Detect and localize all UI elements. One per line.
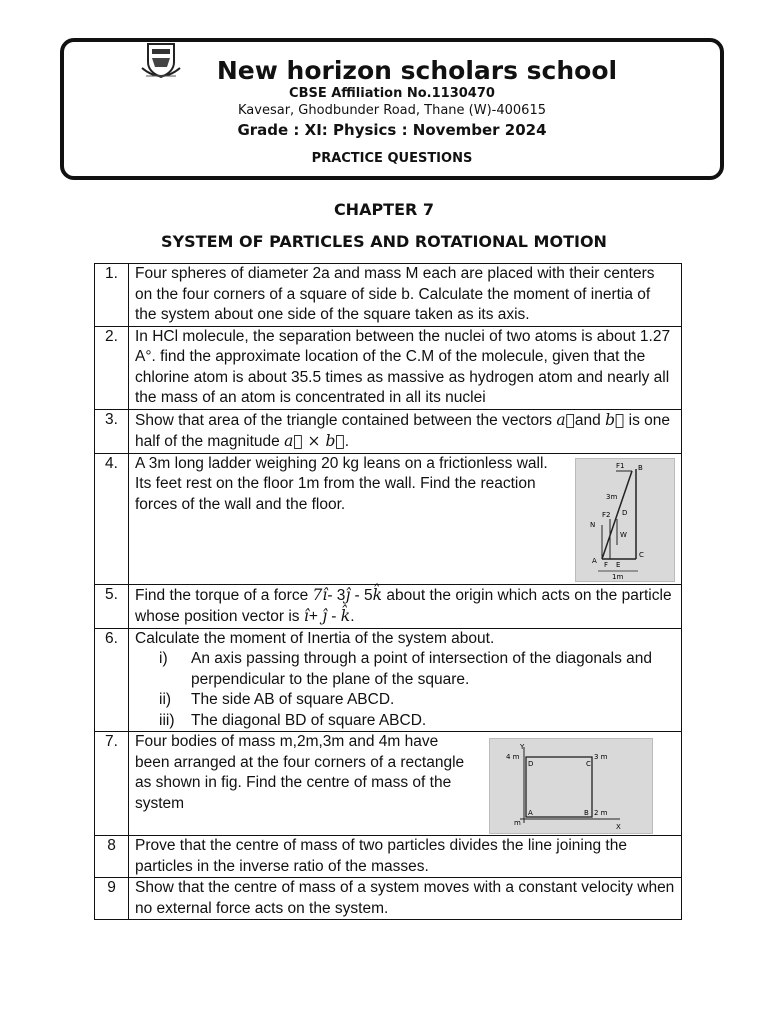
fig-label: B bbox=[638, 463, 643, 472]
question-number: 9 bbox=[95, 878, 129, 920]
text-part: - bbox=[327, 608, 341, 625]
fig-label: Y bbox=[520, 743, 525, 751]
fig-label: D bbox=[622, 508, 628, 517]
question-row bbox=[95, 326, 682, 409]
ladder-figure bbox=[575, 458, 675, 582]
sub-item bbox=[135, 649, 675, 690]
question-text bbox=[129, 584, 682, 628]
fig-label: A bbox=[592, 556, 597, 565]
question-row bbox=[95, 264, 682, 327]
text-part: Show that area of the triangle contained between the vectors bbox=[135, 411, 557, 429]
fig-label: X bbox=[616, 823, 621, 831]
text-part: + bbox=[308, 608, 323, 625]
sub-item-number: iii) bbox=[159, 711, 175, 729]
unit-vector-k: k̂ bbox=[340, 607, 351, 625]
fig-label: 4 m bbox=[506, 753, 520, 761]
fig-label: F1 bbox=[616, 461, 625, 470]
vector-cross: a⃗ × b⃗ bbox=[284, 432, 345, 450]
question-number: 6. bbox=[95, 628, 129, 732]
fig-label: N bbox=[590, 520, 596, 529]
question-row bbox=[95, 878, 682, 920]
fig-label: E bbox=[616, 560, 621, 569]
force-coefficient: - 5 bbox=[350, 586, 373, 604]
sub-item-number: ii) bbox=[159, 691, 172, 708]
unit-vector-i: î bbox=[303, 607, 309, 625]
question-number: 2. bbox=[95, 326, 129, 409]
fig-label: 1m bbox=[612, 572, 624, 581]
vector-b: b⃗ bbox=[605, 410, 625, 429]
question-cell bbox=[129, 628, 682, 732]
unit-vector-i: î bbox=[322, 585, 328, 604]
question-text: In HCl molecule, the separation between the nuclei of two atoms is about 1.27 A°. find the approximate location of the C.M of the molecule, given that the chlorine atom is about 35.5 times as massive as hydrogen atom and nearly all the mass of an atom is concentrated in all its nuclei bbox=[129, 326, 682, 409]
question-number: 3. bbox=[95, 409, 129, 453]
unit-vector-j: ĵ bbox=[322, 607, 327, 625]
force-coefficient: 7 bbox=[312, 585, 323, 604]
text-part: is one half of the magnitude bbox=[135, 411, 670, 450]
question-with-figure bbox=[135, 732, 675, 834]
sub-item-text: An axis passing through a point of intersection of the diagonals and perpendicular to the plane of the square. bbox=[191, 650, 653, 688]
fig-label: D bbox=[528, 760, 534, 768]
question-row bbox=[95, 409, 682, 453]
sub-item-text: The diagonal BD of square ABCD. bbox=[191, 711, 427, 729]
fig-label: C bbox=[639, 550, 644, 559]
question-text: Four bodies of mass m,2m,3m and 4m have been arranged at the four corners of a rectangle as shown in fig. Find the centre of mass of the system bbox=[135, 733, 465, 812]
affiliation: CBSE Affiliation No.1130470 bbox=[289, 86, 495, 101]
unit-vector-k: k̂ bbox=[372, 585, 383, 604]
question-row bbox=[95, 628, 682, 732]
fig-label: 3m bbox=[606, 492, 618, 501]
force-coefficient: - 3 bbox=[327, 586, 346, 604]
grade-line: Grade : XI: Physics : November 2024 bbox=[237, 121, 547, 139]
fig-label: B bbox=[584, 809, 589, 817]
question-text: Show that the centre of mass of a system moves with a constant velocity when no external force acts on the system. bbox=[129, 878, 682, 920]
fig-label: F2 bbox=[602, 510, 611, 519]
question-cell bbox=[129, 732, 682, 836]
header-box bbox=[60, 38, 724, 180]
rectangle-masses-figure bbox=[489, 738, 653, 834]
fig-label: C bbox=[586, 760, 591, 768]
fig-label: 2 m bbox=[594, 809, 608, 817]
sub-item-number: i) bbox=[159, 650, 168, 667]
vector-a: a⃗ bbox=[556, 410, 575, 429]
question-text bbox=[129, 409, 682, 453]
question-number: 7. bbox=[95, 732, 129, 836]
question-number: 1. bbox=[95, 264, 129, 327]
text-part: . bbox=[344, 433, 349, 450]
unit-vector-j: ĵ bbox=[345, 585, 351, 604]
fig-label: W bbox=[620, 530, 627, 539]
question-row bbox=[95, 453, 682, 584]
question-cell bbox=[129, 453, 682, 584]
question-row bbox=[95, 836, 682, 878]
chapter-title: CHAPTER 7 bbox=[333, 200, 435, 219]
question-number: 4. bbox=[95, 453, 129, 584]
question-with-figure bbox=[135, 454, 675, 582]
text-part: and bbox=[574, 411, 606, 429]
question-number: 5. bbox=[95, 584, 129, 628]
question-row bbox=[95, 584, 682, 628]
text-part: about the origin which acts on the particle whose position vector is bbox=[135, 586, 672, 625]
fig-label: m bbox=[514, 819, 521, 827]
question-number: 8 bbox=[95, 836, 129, 878]
text-part: Find the torque of a force bbox=[135, 586, 313, 604]
fig-label: A bbox=[528, 809, 533, 817]
sub-item bbox=[135, 690, 675, 711]
address: Kavesar, Ghodbunder Road, Thane (W)-400615 bbox=[238, 103, 546, 118]
text-part: . bbox=[350, 608, 355, 625]
question-row bbox=[95, 732, 682, 836]
questions-table bbox=[94, 263, 682, 920]
sub-item-text: The side AB of square ABCD. bbox=[191, 691, 395, 708]
question-text: Prove that the centre of mass of two particles divides the line joining the particles in the inverse ratio of the masses. bbox=[129, 836, 682, 878]
practice-title: PRACTICE QUESTIONS bbox=[311, 151, 473, 166]
question-text: A 3m long ladder weighing 20 kg leans on a frictionless wall. Its feet rest on the floor 1m from the wall. Find the reaction forces of the wall and the floor. bbox=[135, 454, 548, 513]
question-text: Four spheres of diameter 2a and mass M each are placed with their centers on the four corners of a square of side b. Calculate the moment of inertia of the system about one side of the square taken as its axis. bbox=[129, 264, 682, 327]
fig-label: F bbox=[604, 560, 609, 569]
sub-item bbox=[135, 711, 675, 732]
school-name: New horizon scholars school bbox=[216, 56, 618, 85]
question-text: Calculate the moment of Inertia of the system about. bbox=[135, 629, 495, 647]
fig-label: 3 m bbox=[594, 753, 608, 761]
subject-title: SYSTEM OF PARTICLES AND ROTATIONAL MOTION bbox=[161, 232, 607, 251]
